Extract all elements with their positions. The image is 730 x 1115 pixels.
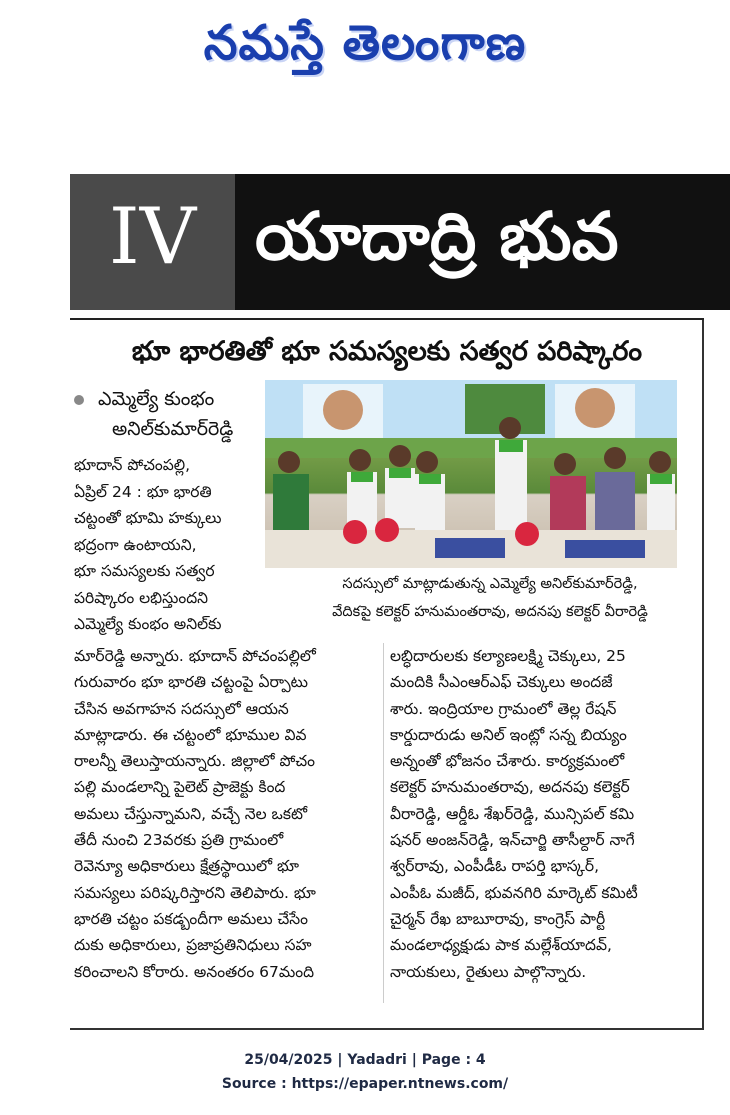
article-line: పల్లి మండలాన్ని పైలెట్ ప్రాజెక్టు కింద: [74, 778, 286, 797]
article-line: మార్‌రెడ్డి అన్నారు. భూదాన్ పోచంపల్లిలో: [74, 647, 316, 665]
article-line: అన్నంతో భోజనం చేశారు. కార్యక్రమంలో: [390, 752, 625, 771]
article-line: ఏప్రిల్ 24 : భూ భారతి: [74, 482, 212, 501]
article-line: నాయకులు, రైతులు పాల్గొన్నారు.: [390, 962, 587, 981]
article-line: మాట్లాడారు. ఈ చట్టంలో భూముల వివ: [74, 725, 307, 744]
section-number: IV: [70, 174, 235, 310]
article-line: ఎంపీఓ మజీద్, భువనగిరి మార్కెట్ కమిటీ: [390, 883, 638, 902]
section-name: యాదాద్రి భువ: [235, 174, 730, 310]
article-line: భారతి చట్టం పకడ్బందీగా అమలు చేసేం: [74, 909, 309, 928]
article-line: చైర్మన్ రేఖ బాబూరావు, కాంగ్రెస్ పార్టీ: [390, 909, 606, 928]
footer-source-line: Source : https://epaper.ntnews.com/: [221, 1076, 509, 1092]
article-line: రెవెన్యూ అధికారులు క్షేత్రస్థాయిలో భూ: [74, 857, 300, 876]
caption-line-2: వేదికపై కలెక్టర్ హనుమంతరావు, అదనపు కలెక్టర్ వీరారెడ్డి: [332, 604, 648, 620]
article-line: మందికి సీఎంఆర్‌ఎఫ్ చెక్కులు అందజే: [390, 673, 613, 692]
article-line: చట్టంతో భూమి హక్కులు: [74, 509, 222, 527]
article-line: వీరారెడ్డి, ఆర్డీఓ శేఖర్‌రెడ్డి, మున్సిపల్ కమి: [390, 804, 635, 823]
bottom-rule: [70, 1028, 704, 1030]
article-line: పరిష్కారం లభిస్తుందని: [74, 588, 209, 607]
article-line: కార్డుదారుడు అనిల్ ఇంట్లో సన్న బియ్యం: [390, 725, 627, 744]
article-line: కలెక్టర్ హనుమంతరావు, అదనపు కలెక్టర్: [390, 778, 630, 797]
article-line: శ్వర్‌రావు, ఎంపీడీఓ రాపర్తి భాస్కర్,: [390, 857, 600, 876]
article-line: ఎమ్మెల్యే కుంభం అనిల్‌కు: [74, 615, 222, 633]
photo-caption: [295, 570, 685, 626]
article-line: రాలన్నీ తెలుస్తాయన్నారు. జిల్లాలో పోచం: [74, 752, 315, 771]
article-line: చేసిన అవగాహన సదస్సులో ఆయన: [74, 699, 289, 718]
article-subhead: [74, 384, 233, 444]
footer-date-line: 25/04/2025 | Yadadri | Page : 4: [244, 1052, 486, 1068]
bullet-icon: [74, 395, 84, 405]
article-line: మండలాధ్యక్షుడు పాక మల్లేశ్‌యాదవ్,: [390, 936, 612, 955]
article-line: భూ సమస్యలకు సత్వర: [74, 562, 215, 580]
article-headline: భూ భారతితో భూ సమస్యలకు సత్వర పరిష్కారం: [131, 336, 643, 367]
article-column-left-narrow: [74, 452, 269, 638]
article-line: భద్రంగా ఉంటాయని,: [74, 535, 197, 554]
article-line: కరించాలని కోరారు. అనంతరం 67మంది: [74, 962, 315, 981]
article-column-right: [390, 643, 678, 985]
article-line: గురువారం భూ భారతి చట్టంపై ఏర్పాటు: [74, 673, 308, 692]
subhead-line-2: అనిల్‌కుమార్‌రెడ్డి: [112, 418, 234, 440]
article-line: అమలు చేస్తున్నామని, వచ్చే నెల ఒకటో: [74, 804, 308, 823]
article-column-left: [74, 643, 380, 985]
article-line: శారు. ఇంద్రియాల గ్రామంలో తెల్ల రేషన్: [390, 699, 617, 718]
article-line: దుకు అధికారులు, ప్రజాప్రతినిధులు సహ: [74, 936, 312, 955]
masthead-title: నమస్తే తెలంగాణ: [203, 15, 527, 71]
column-divider: [383, 643, 384, 1003]
article-line: తేదీ నుంచి 23వరకు ప్రతి గ్రామంలో: [74, 831, 284, 850]
top-rule: [70, 318, 704, 320]
article-line: లబ్ధిదారులకు కల్యాణలక్ష్మి చెక్కులు, 25: [390, 647, 626, 665]
caption-line-1: సదస్సులో మాట్లాడుతున్న ఎమ్మెల్యే అనిల్‌కుమార్‌రెడ్డి,: [342, 576, 638, 592]
article-line: షనర్ అంజన్‌రెడ్డి, ఇన్‌చార్జి తాసీల్దార్ నాగే: [390, 831, 635, 850]
right-border-rule: [702, 320, 704, 1030]
article-line: సమస్యలు పరిష్కరిస్తారని తెలిపారు. భూ: [74, 883, 316, 902]
article-line: భూదాన్ పోచంపల్లి,: [74, 456, 191, 474]
subhead-line-1: ఎమ్మెల్యే కుంభం: [98, 388, 215, 410]
event-photo: [265, 380, 677, 568]
section-banner: [70, 174, 730, 310]
